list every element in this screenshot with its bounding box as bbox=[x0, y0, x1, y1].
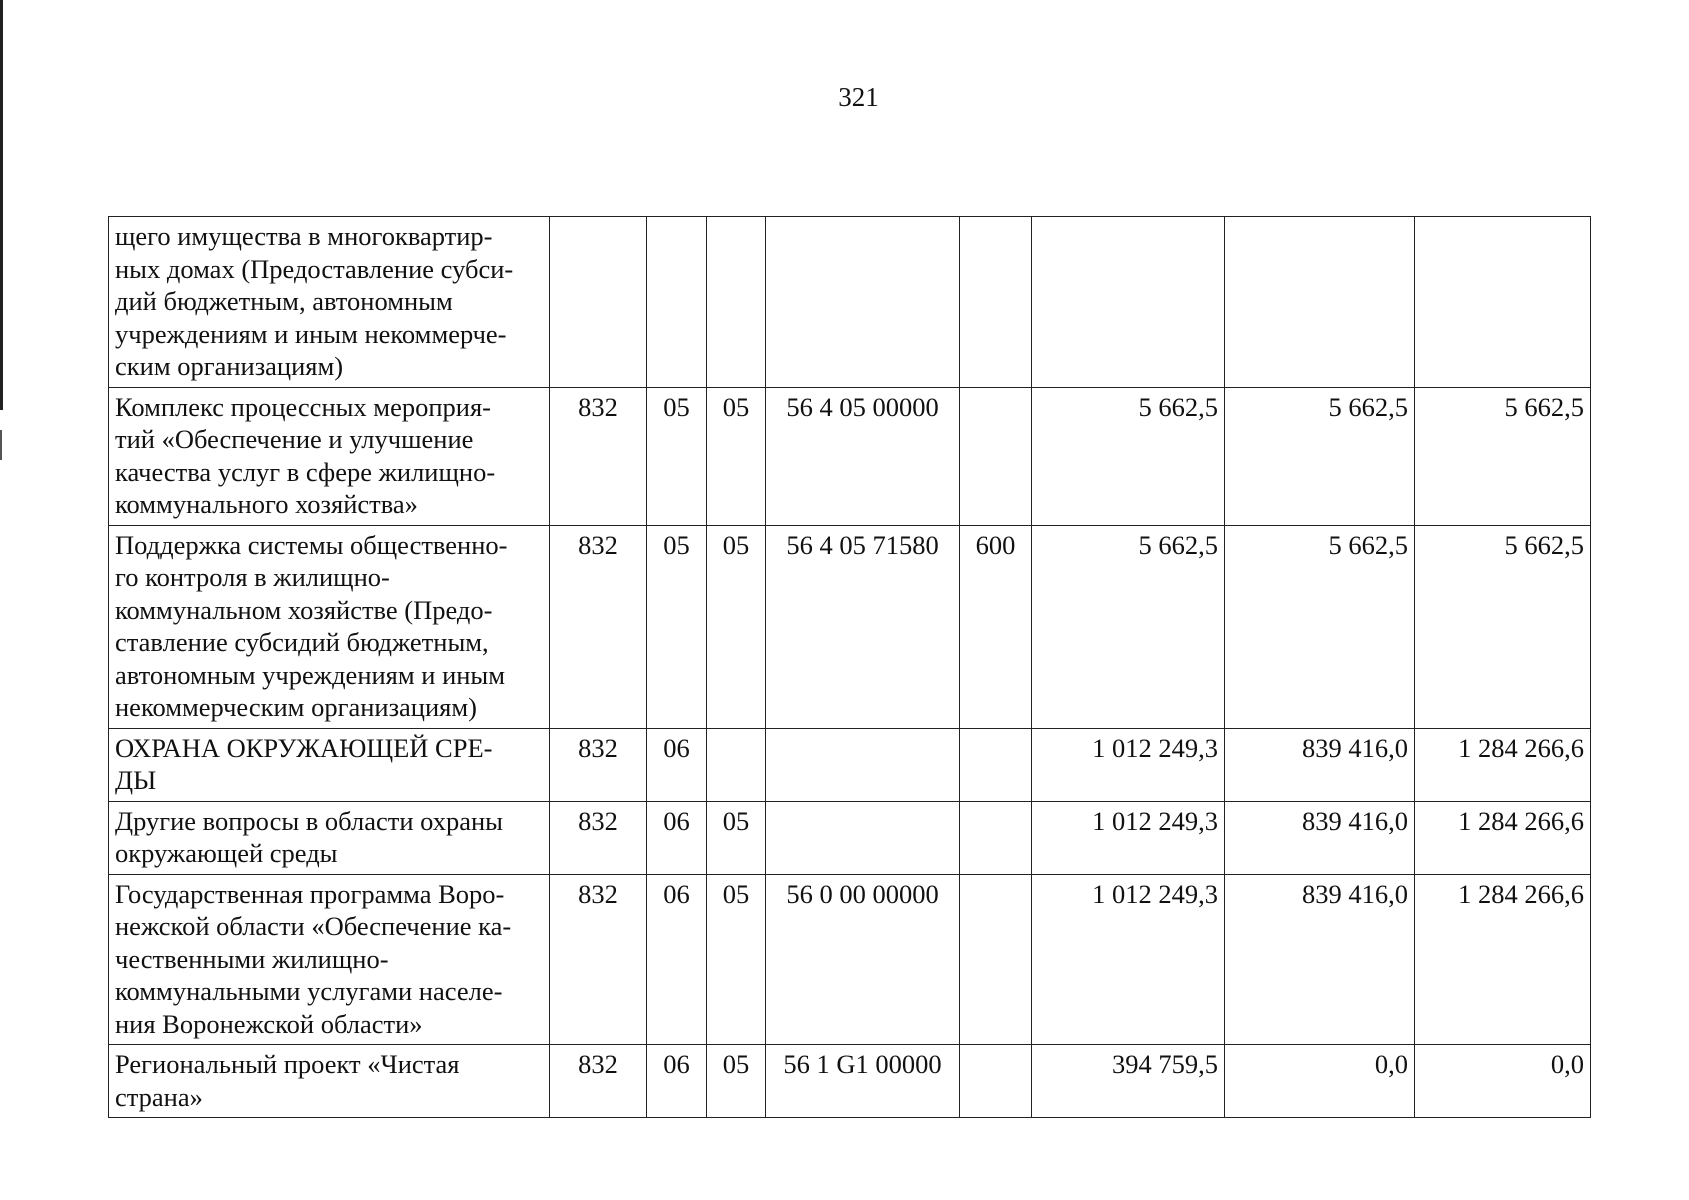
cell-vr bbox=[960, 801, 1032, 874]
name-line: Другие вопросы в области охраны bbox=[115, 805, 503, 836]
scan-edge-mark bbox=[0, 430, 2, 460]
cell-amount-2: 839 416,0 bbox=[1225, 728, 1415, 801]
cell-name bbox=[109, 1045, 550, 1118]
name-line: страна» bbox=[115, 1081, 203, 1112]
cell-rz: 05 bbox=[647, 525, 707, 728]
table-row bbox=[109, 801, 1591, 874]
cell-pr: 05 bbox=[707, 1045, 766, 1118]
cell-csr: 56 1 G1 00000 bbox=[766, 1045, 960, 1118]
cell-amount-2: 839 416,0 bbox=[1225, 874, 1415, 1045]
cell-rz: 06 bbox=[647, 728, 707, 801]
cell-vr bbox=[960, 1045, 1032, 1118]
cell-name bbox=[109, 801, 550, 874]
cell-amount-3: 1 284 266,6 bbox=[1415, 874, 1591, 1045]
cell-vr bbox=[960, 728, 1032, 801]
cell-name bbox=[109, 217, 550, 388]
cell-amount-1: 1 012 249,3 bbox=[1032, 728, 1225, 801]
budget-table bbox=[108, 216, 1591, 1118]
page-number: 321 bbox=[838, 82, 879, 112]
table-row bbox=[109, 728, 1591, 801]
table-row bbox=[109, 1045, 1591, 1118]
table-row bbox=[109, 525, 1591, 728]
cell-pr bbox=[707, 217, 766, 388]
cell-csr: 56 4 05 71580 bbox=[766, 525, 960, 728]
name-line: щего имущества в многоквартир- bbox=[115, 221, 493, 251]
cell-pr: 05 bbox=[707, 874, 766, 1045]
name-line: Региональный проект «Чистая bbox=[115, 1049, 460, 1079]
name-line: ных домах (Предоставление субси- bbox=[115, 253, 514, 284]
cell-rz: 05 bbox=[647, 387, 707, 525]
table-row bbox=[109, 387, 1591, 525]
name-line: Комплекс процессных мероприя- bbox=[115, 391, 491, 422]
name-line: чественными жилищно- bbox=[115, 943, 389, 974]
cell-csr: 56 4 05 00000 bbox=[766, 387, 960, 525]
cell-amount-1 bbox=[1032, 217, 1225, 388]
cell-amount-2 bbox=[1225, 217, 1415, 388]
name-line: коммунального хозяйства» bbox=[115, 489, 418, 519]
cell-amount-1: 5 662,5 bbox=[1032, 387, 1225, 525]
cell-amount-1: 1 012 249,3 bbox=[1032, 874, 1225, 1045]
name-line: автономным учреждениям и иным bbox=[115, 659, 506, 690]
name-line: тий «Обеспечение и улучшение bbox=[115, 424, 474, 454]
cell-csr bbox=[766, 801, 960, 874]
cell-amount-3: 5 662,5 bbox=[1415, 387, 1591, 525]
name-line: ДЫ bbox=[115, 765, 157, 795]
cell-amount-3: 5 662,5 bbox=[1415, 525, 1591, 728]
cell-pr bbox=[707, 728, 766, 801]
cell-amount-2: 839 416,0 bbox=[1225, 801, 1415, 874]
name-line: Поддержка системы общественно- bbox=[115, 529, 508, 560]
cell-rz: 06 bbox=[647, 874, 707, 1045]
cell-name bbox=[109, 728, 550, 801]
cell-amount-1: 1 012 249,3 bbox=[1032, 801, 1225, 874]
cell-amount-3: 1 284 266,6 bbox=[1415, 728, 1591, 801]
cell-pr: 05 bbox=[707, 801, 766, 874]
name-line: окружающей среды bbox=[115, 838, 338, 868]
name-line: Государственная программа Воро- bbox=[115, 878, 505, 909]
cell-gr bbox=[550, 217, 647, 388]
cell-csr: 56 0 00 00000 bbox=[766, 874, 960, 1045]
cell-csr bbox=[766, 217, 960, 388]
name-line: качества услуг в сфере жилищно- bbox=[115, 456, 496, 487]
cell-amount-3: 0,0 bbox=[1415, 1045, 1591, 1118]
cell-name bbox=[109, 525, 550, 728]
table-body bbox=[109, 217, 1591, 1118]
name-line: дий бюджетным, автономным bbox=[115, 286, 453, 316]
cell-amount-2: 0,0 bbox=[1225, 1045, 1415, 1118]
table-row bbox=[109, 217, 1591, 388]
cell-name bbox=[109, 387, 550, 525]
name-line: коммунальном хозяйстве (Предо- bbox=[115, 594, 493, 625]
cell-amount-2: 5 662,5 bbox=[1225, 525, 1415, 728]
name-line: коммунальными услугами населе- bbox=[115, 976, 503, 1006]
cell-rz: 06 bbox=[647, 801, 707, 874]
cell-amount-2: 5 662,5 bbox=[1225, 387, 1415, 525]
cell-rz bbox=[647, 217, 707, 388]
cell-amount-1: 5 662,5 bbox=[1032, 525, 1225, 728]
name-line: некоммерческим организациям) bbox=[115, 692, 477, 722]
cell-vr bbox=[960, 874, 1032, 1045]
cell-gr: 832 bbox=[550, 387, 647, 525]
cell-gr: 832 bbox=[550, 1045, 647, 1118]
cell-amount-3 bbox=[1415, 217, 1591, 388]
cell-amount-1: 394 759,5 bbox=[1032, 1045, 1225, 1118]
name-line: го контроля в жилищно- bbox=[115, 562, 390, 592]
name-line: ОХРАНА ОКРУЖАЮЩЕЙ СРЕ- bbox=[115, 732, 493, 763]
cell-pr: 05 bbox=[707, 525, 766, 728]
cell-amount-3: 1 284 266,6 bbox=[1415, 801, 1591, 874]
cell-gr: 832 bbox=[550, 874, 647, 1045]
cell-name bbox=[109, 874, 550, 1045]
cell-vr: 600 bbox=[960, 525, 1032, 728]
name-line: учреждениям и иным некоммерче- bbox=[115, 318, 507, 349]
cell-gr: 832 bbox=[550, 801, 647, 874]
cell-gr: 832 bbox=[550, 728, 647, 801]
cell-vr bbox=[960, 217, 1032, 388]
scan-edge-line bbox=[0, 0, 3, 410]
table-row bbox=[109, 874, 1591, 1045]
name-line: нежской области «Обеспечение ка- bbox=[115, 911, 512, 941]
name-line: ским организациям) bbox=[115, 351, 344, 381]
name-line: ния Воронежской области» bbox=[115, 1008, 423, 1039]
cell-csr bbox=[766, 728, 960, 801]
cell-vr bbox=[960, 387, 1032, 525]
cell-gr: 832 bbox=[550, 525, 647, 728]
cell-rz: 06 bbox=[647, 1045, 707, 1118]
cell-pr: 05 bbox=[707, 387, 766, 525]
name-line: ставление субсидий бюджетным, bbox=[115, 627, 489, 657]
